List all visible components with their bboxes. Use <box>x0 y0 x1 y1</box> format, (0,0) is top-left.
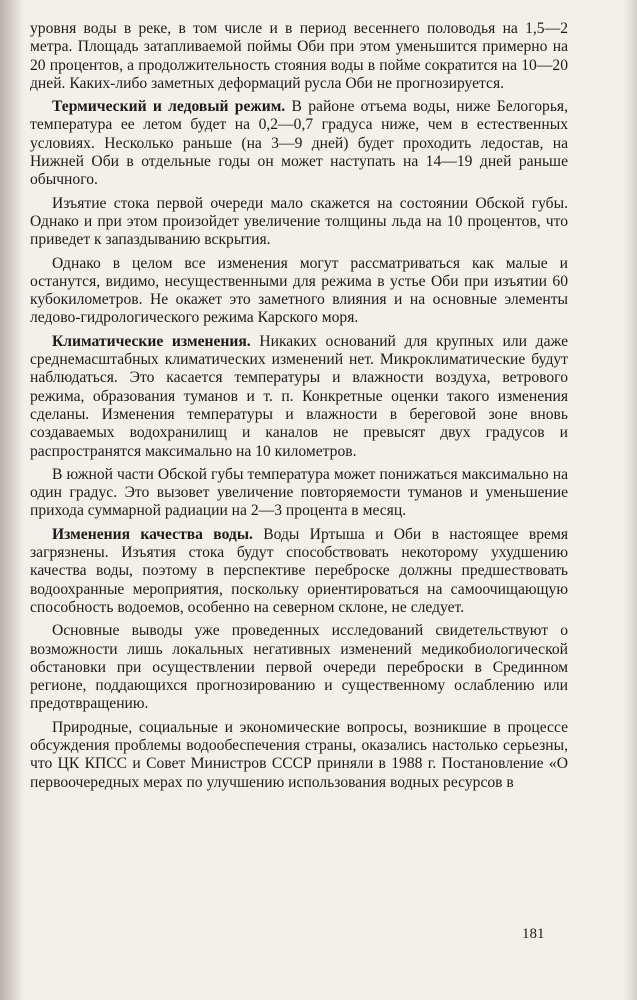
paragraph-text: Никаких оснований для крупных или даже среднемасштабных климатических изменений нет. Микроклиматические будут наблюдаться. Это касается температуры и влажности воздуха, ветрового режима, образования туманов и т. п. Конкретные оценки такого изменения сделаны. Изменения температуры и влажности в береговой зоне вновь создаваемых водохранилищ и каналов не превысят двух градусов и распространятся максимально на 10 километров. <box>30 332 568 460</box>
body-text <box>30 20 568 797</box>
paragraph <box>30 255 568 328</box>
paragraph-heading: Термический и ледовый режим. <box>52 98 286 116</box>
paragraph <box>30 333 568 461</box>
paragraph <box>30 466 568 521</box>
paragraph-heading: Изменения качества воды. <box>52 525 253 543</box>
paragraph <box>30 98 568 189</box>
paragraph-text: В районе отъема воды, ниже Белогорья, температура ее летом будет на 0,2—0,7 градуса ниже, чем в естественных условиях. Несколько раньше (на 3—9 дней) будет проходить ледостав, на Нижней Оби в отдельные годы он может наступать на 14—19 дней раньше обычного. <box>30 98 568 189</box>
paragraph <box>30 719 568 792</box>
page-number: 181 <box>522 926 545 942</box>
paragraph-text: Изъятие стока первой очереди мало скажется на состоянии Обской губы. Однако и при этом произойдет увеличение толщины льда на 10 процентов, что приведет к запаздыванию вскрытия. <box>30 194 568 249</box>
paragraph-text: уровня воды в реке, в том числе и в период весеннего половодья на 1,5—2 метра. Площадь затапливаемой поймы Оби при этом уменьшится примерно на 20 процентов, а продолжительность стояния воды в пойме сократится на 10—20 дней. Каких-либо заметных деформаций русла Оби не прогнозируется. <box>30 20 568 92</box>
paragraph-text: Природные, социальные и экономические вопросы, возникшие в процессе обсуждения проблемы водообеспечения страны, оказались настолько серьезны, что ЦК КПСС и Совет Министров СССР приняли в 1988 г. Постановление «О первоочередных мерах по улучшению использования водных ресурсов в <box>30 718 568 791</box>
paragraph-text: Основные выводы уже проведенных исследований свидетельствуют о возможности лишь локальных негативных изменений медикобиологической обстановки при осуществлении первой очереди переброски в Срединном регионе, поддающихся прогнозированию и существенному ослаблению или предотвращению. <box>30 622 568 713</box>
paragraph-text: Воды Иртыша и Оби в настоящее время загрязнены. Изъятия стока будут способствовать некоторому ухудшению качества воды, поэтому в перспективе переброске должны предшествовать водоохранные мероприятия, поскольку ориентироваться на самоочищающую способность водоемов, особенно на северном склоне, не следует. <box>30 525 568 616</box>
paragraph-text: Однако в целом все изменения могут рассматриваться как малые и останутся, видимо, несущественными для режима в устье Оби при изъятии 60 кубокилометров. Не окажет это заметного влияния и на основные элементы ледово-гидрологического режима Карского моря. <box>30 254 568 327</box>
page-edge-shadow <box>623 0 637 1000</box>
paragraph <box>30 20 568 93</box>
paragraph-heading: Климатические изменения. <box>52 332 251 350</box>
paragraph <box>30 526 568 617</box>
paragraph <box>30 622 568 713</box>
paragraph <box>30 195 568 250</box>
paragraph-text: В южной части Обской губы температура может понижаться максимально на один градус. Это вызовет увеличение повторяемости туманов и уменьшение прихода суммарной радиации на 2—3 процента в месяц. <box>30 465 568 520</box>
binding-shadow <box>0 0 24 1000</box>
